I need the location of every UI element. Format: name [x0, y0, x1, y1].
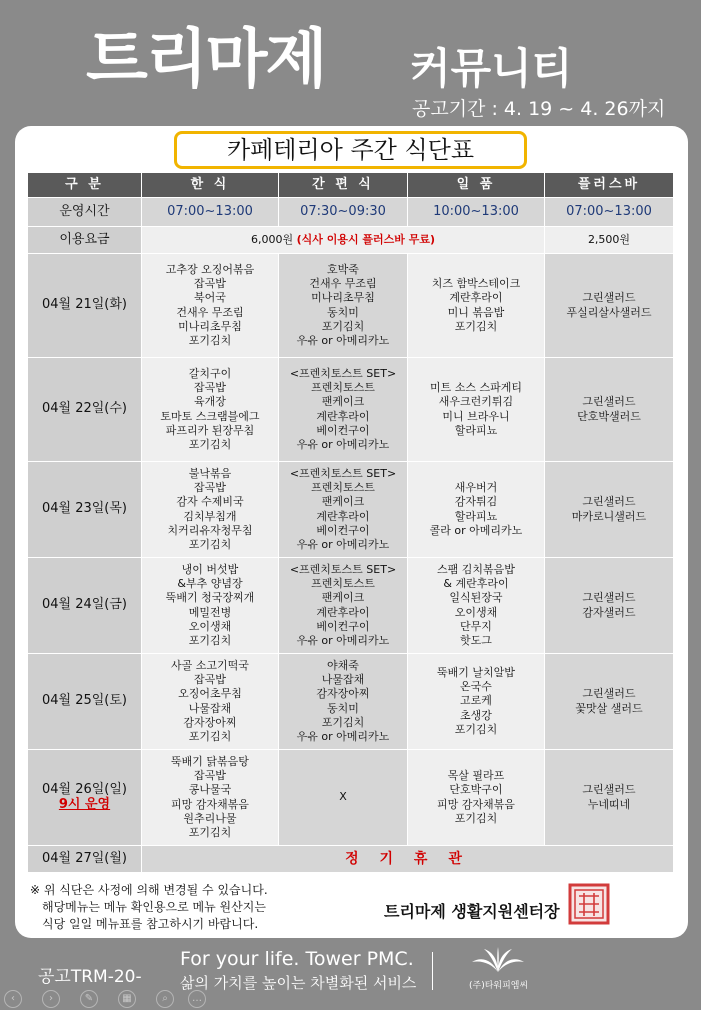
menu-item: 육개장	[194, 395, 226, 409]
menu-item: <프렌치토스트 SET>	[289, 466, 397, 480]
menu-item: 우유 or 아메리카노	[296, 333, 390, 347]
menu-item: <프렌치토스트 SET>	[289, 562, 397, 576]
table-row	[28, 558, 674, 654]
menu-item: 오이생채	[454, 605, 498, 619]
table-row	[28, 358, 674, 462]
menu-item: &부추 양념장	[177, 577, 243, 591]
menu-item: 뚝배기 청국장찌개	[165, 591, 255, 605]
menu-item: 포기김치	[188, 633, 232, 647]
slides-icon[interactable]: ▦	[118, 990, 136, 1008]
menu-item: 팬케이크	[321, 395, 365, 409]
menu-item: 베이컨구이	[316, 619, 370, 633]
day-date	[28, 654, 142, 750]
menu-item: & 계란후라이	[443, 577, 509, 591]
menu-item: 피망 감자채볶음	[437, 797, 515, 811]
menu-item: 계란후라이	[316, 509, 370, 523]
menu-item: 그린샐러드	[582, 591, 636, 605]
day-note: 9시 운영	[58, 796, 111, 812]
notice-line: 해당메뉴는 메뉴 확인용으로 메뉴 원산지는	[42, 900, 266, 914]
menu-item: 미니 브라우니	[442, 409, 510, 423]
menu-item: 잡곡밥	[194, 673, 226, 687]
menu-cell-special	[408, 254, 545, 358]
menu-item: 건새우 무조림	[176, 305, 244, 319]
menu-item: 포기김치	[321, 319, 365, 333]
menu-item: 포기김치	[321, 715, 365, 729]
footer-divider	[432, 952, 433, 990]
menu-item: 동치미	[327, 701, 359, 715]
menu-item: 미니 볶음밥	[447, 305, 505, 319]
menu-item: 계란후라이	[316, 605, 370, 619]
menu-item: 감자샐러드	[582, 605, 636, 619]
menu-item: 피망 감자채볶음	[171, 797, 249, 811]
menu-item: 스팸 김치볶음밥	[437, 562, 515, 576]
menu-item: 잡곡밥	[194, 381, 226, 395]
menu-cell-korean	[142, 254, 279, 358]
menu-item: 미나리초무침	[311, 291, 375, 305]
menu-item: 치커리유자청무침	[167, 523, 253, 537]
menu-item: 파프리카 된장무침	[165, 423, 255, 437]
menu-item: 나물잡채	[321, 673, 365, 687]
menu-item: 갈치구이	[188, 366, 232, 380]
menu-item: 팬케이크	[321, 591, 365, 605]
zoom-icon[interactable]: ⌕	[156, 990, 174, 1008]
menu-item: 새우버거	[454, 481, 498, 495]
menu-item: 콜라 or 아메리카노	[429, 523, 523, 537]
menu-item: 계란후라이	[316, 409, 370, 423]
day-date	[28, 358, 142, 462]
menu-item: 온국수	[460, 680, 492, 694]
menu-item: 단호박구이	[449, 783, 503, 797]
table-row	[28, 462, 674, 558]
closed-row	[28, 846, 674, 873]
menu-cell-korean	[142, 558, 279, 654]
more-icon[interactable]: …	[188, 990, 206, 1008]
menu-cell-simple	[279, 558, 408, 654]
menu-item: 마카로니샐러드	[571, 509, 647, 523]
menu-item: 프렌치토스트	[311, 381, 375, 395]
table-row	[28, 750, 674, 846]
menu-item: 새우크런키튀김	[438, 395, 514, 409]
menu-cell-plus	[545, 358, 674, 462]
menu-cell-simple	[279, 750, 408, 846]
official-seal-icon	[568, 883, 610, 925]
company-name: (주)타워피엠씨	[469, 981, 529, 991]
menu-item: 냉이 버섯밥	[181, 562, 239, 576]
menu-item: 그린샐러드	[582, 495, 636, 509]
notice-text	[30, 882, 330, 933]
menu-item: 미나리초무침	[178, 319, 242, 333]
col-header-special: 일 품	[408, 173, 545, 198]
menu-item: 불낙볶음	[188, 466, 232, 480]
table-row	[28, 254, 674, 358]
community-title: 커뮤니티	[410, 44, 573, 93]
notice-line: ※ 위 식단은 사정에 의해 변경될 수 있습니다.	[30, 883, 268, 897]
menu-cell-plus	[545, 654, 674, 750]
col-header-simple: 간 편 식	[279, 173, 408, 198]
menu-item: 감자 수제비국	[176, 495, 244, 509]
menu-item: 잡곡밥	[194, 481, 226, 495]
menu-item: 야채죽	[327, 658, 359, 672]
menu-item: 감자튀김	[454, 495, 498, 509]
day-date	[28, 750, 142, 846]
fee-row	[28, 227, 674, 254]
closed-text: 정 기 휴 관	[142, 846, 674, 873]
menu-item: 뚝배기 닭볶음탕	[171, 754, 249, 768]
menu-item: 건새우 무조림	[309, 277, 377, 291]
menu-cell-plus	[545, 462, 674, 558]
menu-item: 포기김치	[188, 333, 232, 347]
menu-cell-simple	[279, 254, 408, 358]
menu-item: 프렌치토스트	[311, 481, 375, 495]
menu-cell-simple	[279, 358, 408, 462]
slogan-ko: 삶의 가치를 높이는 차별화된 서비스	[180, 974, 417, 992]
day-date	[28, 558, 142, 654]
col-header-plusbar: 플러스바	[545, 173, 674, 198]
day-date	[28, 254, 142, 358]
menu-item: 콩나물국	[188, 783, 232, 797]
menu-item: 단호박샐러드	[577, 409, 641, 423]
day-date-text: 04월 21일(화)	[41, 297, 128, 313]
slogan-en: For your life. Tower PMC.	[180, 948, 414, 970]
hours-label: 운영시간	[28, 198, 142, 227]
menu-item: 우유 or 아메리카노	[296, 437, 390, 451]
menu-item: 북어국	[194, 291, 226, 305]
closed-date: 04월 27일(월)	[28, 846, 142, 873]
menu-item: 오이생채	[188, 619, 232, 633]
hours-special: 10:00~13:00	[408, 198, 545, 227]
menu-item: 푸실리살사샐러드	[566, 305, 652, 319]
menu-item: 그린샐러드	[582, 291, 636, 305]
menu-item: 감자장아찌	[316, 687, 370, 701]
day-date-text: 04월 24일(금)	[41, 597, 128, 613]
menu-item: 미트 소스 스파게티	[429, 381, 522, 395]
hours-plusbar: 07:00~13:00	[545, 198, 674, 227]
menu-item: 원추리나물	[183, 811, 237, 825]
fee-main-cell	[142, 227, 545, 254]
menu-cell-special	[408, 750, 545, 846]
menu-cell-special	[408, 358, 545, 462]
company-logo-icon	[468, 946, 528, 974]
notice-line: 식당 일일 메뉴표를 참고하시기 바랍니다.	[42, 917, 259, 931]
menu-item: 고추장 오징어볶음	[165, 262, 255, 276]
hours-korean: 07:00~13:00	[142, 198, 279, 227]
menu-item: 포기김치	[454, 811, 498, 825]
brand-title: 트리마제	[86, 23, 326, 97]
table-header-row	[28, 173, 674, 198]
menu-item: 할라피뇨	[454, 423, 498, 437]
menu-cell-special	[408, 462, 545, 558]
menu-item: 뚝배기 날치알밥	[437, 665, 515, 679]
menu-item: 계란후라이	[449, 291, 503, 305]
menu-cell-korean	[142, 462, 279, 558]
notice-period: 공고기간 : 4. 19 ~ 4. 26까지	[412, 98, 666, 120]
menu-item: 김치부침개	[183, 509, 237, 523]
col-header-category: 구 분	[28, 173, 142, 198]
menu-item: 우유 or 아메리카노	[296, 537, 390, 551]
prev-icon[interactable]: ‹	[4, 990, 22, 1008]
next-icon[interactable]: ›	[42, 990, 60, 1008]
menu-item: 메밀전병	[188, 605, 232, 619]
menu-item: 우유 or 아메리카노	[296, 633, 390, 647]
fee-label: 이용요금	[28, 227, 142, 254]
menu-item: 포기김치	[454, 319, 498, 333]
menu-item: 그린샐러드	[582, 783, 636, 797]
menu-item: 우유 or 아메리카노	[296, 729, 390, 743]
hours-row	[28, 198, 674, 227]
day-date	[28, 462, 142, 558]
fee-main: 6,000원	[250, 232, 294, 246]
menu-item: 치즈 함박스테이크	[431, 277, 521, 291]
menu-cell-plus	[545, 750, 674, 846]
menu-item: <프렌치토스트 SET>	[289, 366, 397, 380]
menu-item: 토마토 스크램블에그	[160, 409, 260, 423]
table-row	[28, 654, 674, 750]
hours-simple: 07:30~09:30	[279, 198, 408, 227]
signer-name: 트리마제 생활지원센터장	[384, 902, 560, 921]
menu-item: 사골 소고기떡국	[171, 658, 249, 672]
menu-cell-korean	[142, 358, 279, 462]
menu-item: 잡곡밥	[194, 769, 226, 783]
fee-plusbar: 2,500원	[545, 227, 674, 254]
menu-cell-korean	[142, 750, 279, 846]
menu-item: 초생강	[460, 708, 492, 722]
day-date-text: 04월 26일(일)	[41, 782, 128, 798]
menu-cell-plus	[545, 558, 674, 654]
day-date-text: 04월 23일(목)	[41, 501, 128, 517]
day-date-text: 04월 22일(수)	[41, 401, 128, 417]
menu-item: 포기김치	[454, 722, 498, 736]
menu-item: 나물잡채	[188, 701, 232, 715]
menu-item: 그린샐러드	[582, 687, 636, 701]
menu-item: X	[339, 790, 347, 804]
menu-cell-special	[408, 558, 545, 654]
menu-item: 포기김치	[188, 729, 232, 743]
col-header-korean: 한 식	[142, 173, 279, 198]
menu-item: 포기김치	[188, 825, 232, 839]
pen-icon[interactable]: ✎	[80, 990, 98, 1008]
menu-item: 오징어초무침	[178, 687, 242, 701]
menu-cell-korean	[142, 654, 279, 750]
menu-item: 일식된장국	[449, 591, 503, 605]
menu-cell-special	[408, 654, 545, 750]
menu-item: 포기김치	[188, 437, 232, 451]
menu-item: 그린샐러드	[582, 395, 636, 409]
menu-cell-plus	[545, 254, 674, 358]
menu-item: 잡곡밥	[194, 277, 226, 291]
weekly-menu-table	[27, 172, 674, 873]
page-title: 카페테리아 주간 식단표	[174, 131, 527, 169]
menu-item: 포기김치	[188, 537, 232, 551]
menu-cell-simple	[279, 462, 408, 558]
menu-item: 프렌치토스트	[311, 577, 375, 591]
menu-item: 고로케	[460, 694, 492, 708]
header	[0, 0, 701, 125]
menu-item: 꽃맛살 샐러드	[575, 701, 643, 715]
menu-cell-simple	[279, 654, 408, 750]
fee-note: (식사 이용시 플러스바 무료)	[296, 232, 436, 246]
menu-item: 감자장아찌	[183, 715, 237, 729]
notice-code: 공고TRM-20-	[38, 967, 142, 987]
menu-item: 누네띠네	[587, 797, 631, 811]
menu-item: 호박죽	[327, 262, 359, 276]
menu-item: 목살 필라프	[447, 769, 505, 783]
menu-item: 베이컨구이	[316, 423, 370, 437]
menu-item: 할라피뇨	[454, 509, 498, 523]
menu-item: 베이컨구이	[316, 523, 370, 537]
day-date-text: 04월 25일(토)	[41, 693, 128, 709]
menu-item: 팬케이크	[321, 495, 365, 509]
menu-item: 단무지	[460, 619, 492, 633]
menu-item: 핫도그	[460, 633, 492, 647]
menu-item: 동치미	[327, 305, 359, 319]
